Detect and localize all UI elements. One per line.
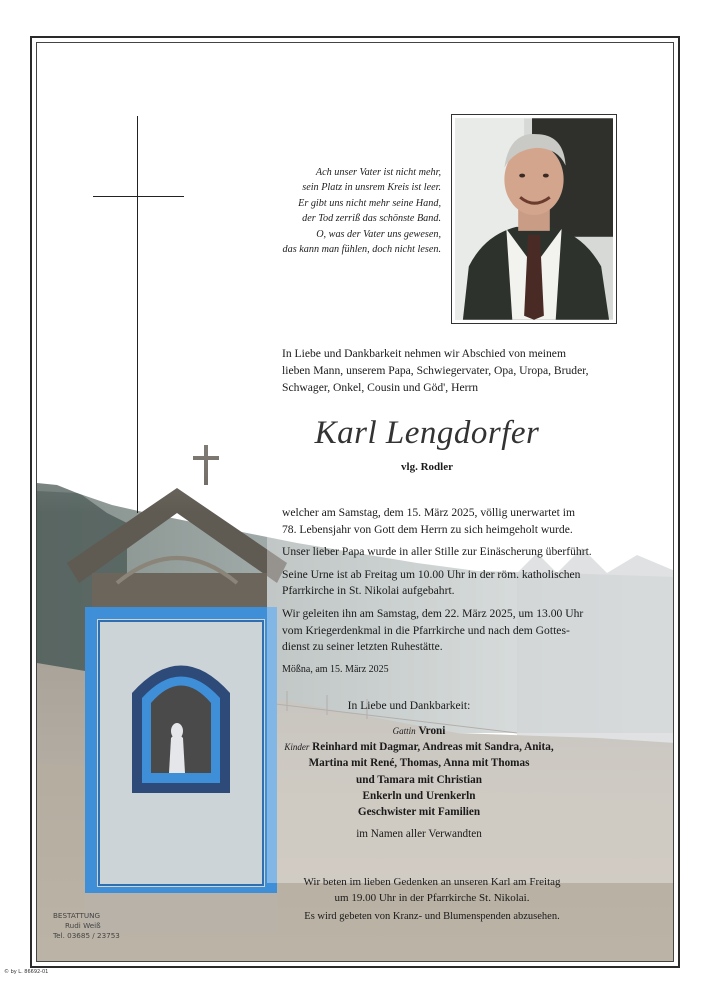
paragraph-death bbox=[282, 505, 622, 538]
deceased-nickname: vlg. Rodler bbox=[401, 461, 453, 473]
prayer-line: Wir beten im lieben Gedenken an unseren Karl am Freitag bbox=[303, 876, 561, 888]
obituary-card bbox=[36, 42, 674, 962]
memorial-cross-horizontal bbox=[93, 196, 184, 197]
thanks-heading: In Liebe und Dankbarkeit: bbox=[347, 699, 471, 712]
poem-line: sein Platz in unsrem Kreis ist leer. bbox=[302, 182, 441, 194]
wife-line bbox=[219, 723, 619, 739]
paragraph-laying-out bbox=[282, 567, 622, 600]
children-names-2: Martina mit René, Thomas, Anna mit Thomas bbox=[308, 757, 530, 770]
text-line: Pfarrkirche in St. Nikolai aufgebahrt. bbox=[282, 584, 455, 598]
portrait-photo bbox=[451, 114, 617, 324]
intro-line: lieben Mann, unserem Papa, Schwiegervater, Opa, Uropa, Bruder, bbox=[282, 364, 589, 378]
poem-line: Ach unser Vater ist nicht mehr, bbox=[315, 167, 441, 178]
children-line bbox=[219, 739, 619, 755]
deceased-name: Karl Lengdorfer bbox=[314, 415, 540, 451]
farewell-intro bbox=[282, 345, 618, 397]
mourners-list bbox=[219, 723, 619, 842]
wife-label: Gattin bbox=[392, 726, 416, 736]
text-line: Seine Urne ist ab Freitag um 10.00 Uhr in der röm. katholischen bbox=[282, 567, 581, 581]
poem-line: Er gibt uns nicht mehr seine Hand, bbox=[298, 197, 441, 209]
prayer-line: um 19.00 Uhr in der Pfarrkirche St. Nikolai. bbox=[334, 892, 530, 904]
children-line-2 bbox=[219, 755, 619, 771]
children-names: Reinhard mit Dagmar, Andreas mit Sandra, Anita, bbox=[312, 741, 554, 754]
children-label: Kinder bbox=[284, 742, 310, 753]
children-names-3: und Tamara mit Christian bbox=[356, 773, 482, 786]
poem-line: O, was der Vater uns gewesen, bbox=[316, 228, 441, 240]
poem-line: das kann man fühlen, doch nicht lesen. bbox=[282, 244, 441, 256]
text-line: dienst zu seiner letzten Ruhestätte. bbox=[282, 640, 443, 654]
text-line: Wir geleiten ihn am Samstag, dem 22. März 2025, um 13.00 Uhr bbox=[282, 606, 584, 620]
relatives: im Namen aller Verwandten bbox=[356, 828, 482, 841]
text-line: 78. Lebensjahr von Gott dem Herrn zu sich heimgeholt wurde. bbox=[282, 522, 573, 536]
flowers-note: Es wird gebeten von Kranz- und Blumenspenden abzusehen. bbox=[304, 911, 560, 922]
intro-line: In Liebe und Dankbarkeit nehmen wir Abschied von meinem bbox=[282, 347, 566, 360]
wife-name: Vroni bbox=[418, 725, 446, 737]
text-line: welcher am Samstag, dem 15. März 2025, völlig unerwartet im bbox=[282, 506, 575, 519]
text-line: Unser lieber Papa wurde in aller Stille zur Einäscherung überführt. bbox=[282, 545, 592, 559]
poem-line: der Tod zerriß das schönste Band. bbox=[302, 213, 441, 225]
grandchildren: Enkerln und Urenkerln bbox=[362, 789, 476, 802]
grandchildren-line bbox=[219, 788, 619, 804]
print-code: © by L. 86692-01 bbox=[4, 969, 49, 975]
siblings-line bbox=[219, 804, 619, 820]
undertaker-stamp bbox=[53, 911, 133, 941]
prayer-notice bbox=[242, 874, 622, 906]
children-line-3 bbox=[219, 772, 619, 788]
memorial-poem bbox=[227, 165, 441, 257]
undertaker-name: Rudi Weiß bbox=[65, 921, 101, 930]
intro-line: Schwager, Onkel, Cousin und Göd', Herrn bbox=[282, 381, 479, 395]
paragraph-funeral bbox=[282, 606, 622, 656]
death-notice-text bbox=[282, 505, 622, 678]
text-line: vom Kriegerdenkmal in die Pfarrkirche und nach dem Gottes- bbox=[282, 623, 570, 637]
relatives-line bbox=[219, 826, 619, 842]
undertaker-title: BESTATTUNG bbox=[53, 911, 101, 920]
place-date: Mößna, am 15. März 2025 bbox=[282, 663, 389, 675]
siblings: Geschwister mit Familien bbox=[357, 806, 481, 819]
memorial-cross-vertical bbox=[137, 116, 138, 513]
undertaker-phone: Tel. 03685 / 23753 bbox=[53, 931, 120, 940]
paragraph-cremation bbox=[282, 544, 622, 561]
